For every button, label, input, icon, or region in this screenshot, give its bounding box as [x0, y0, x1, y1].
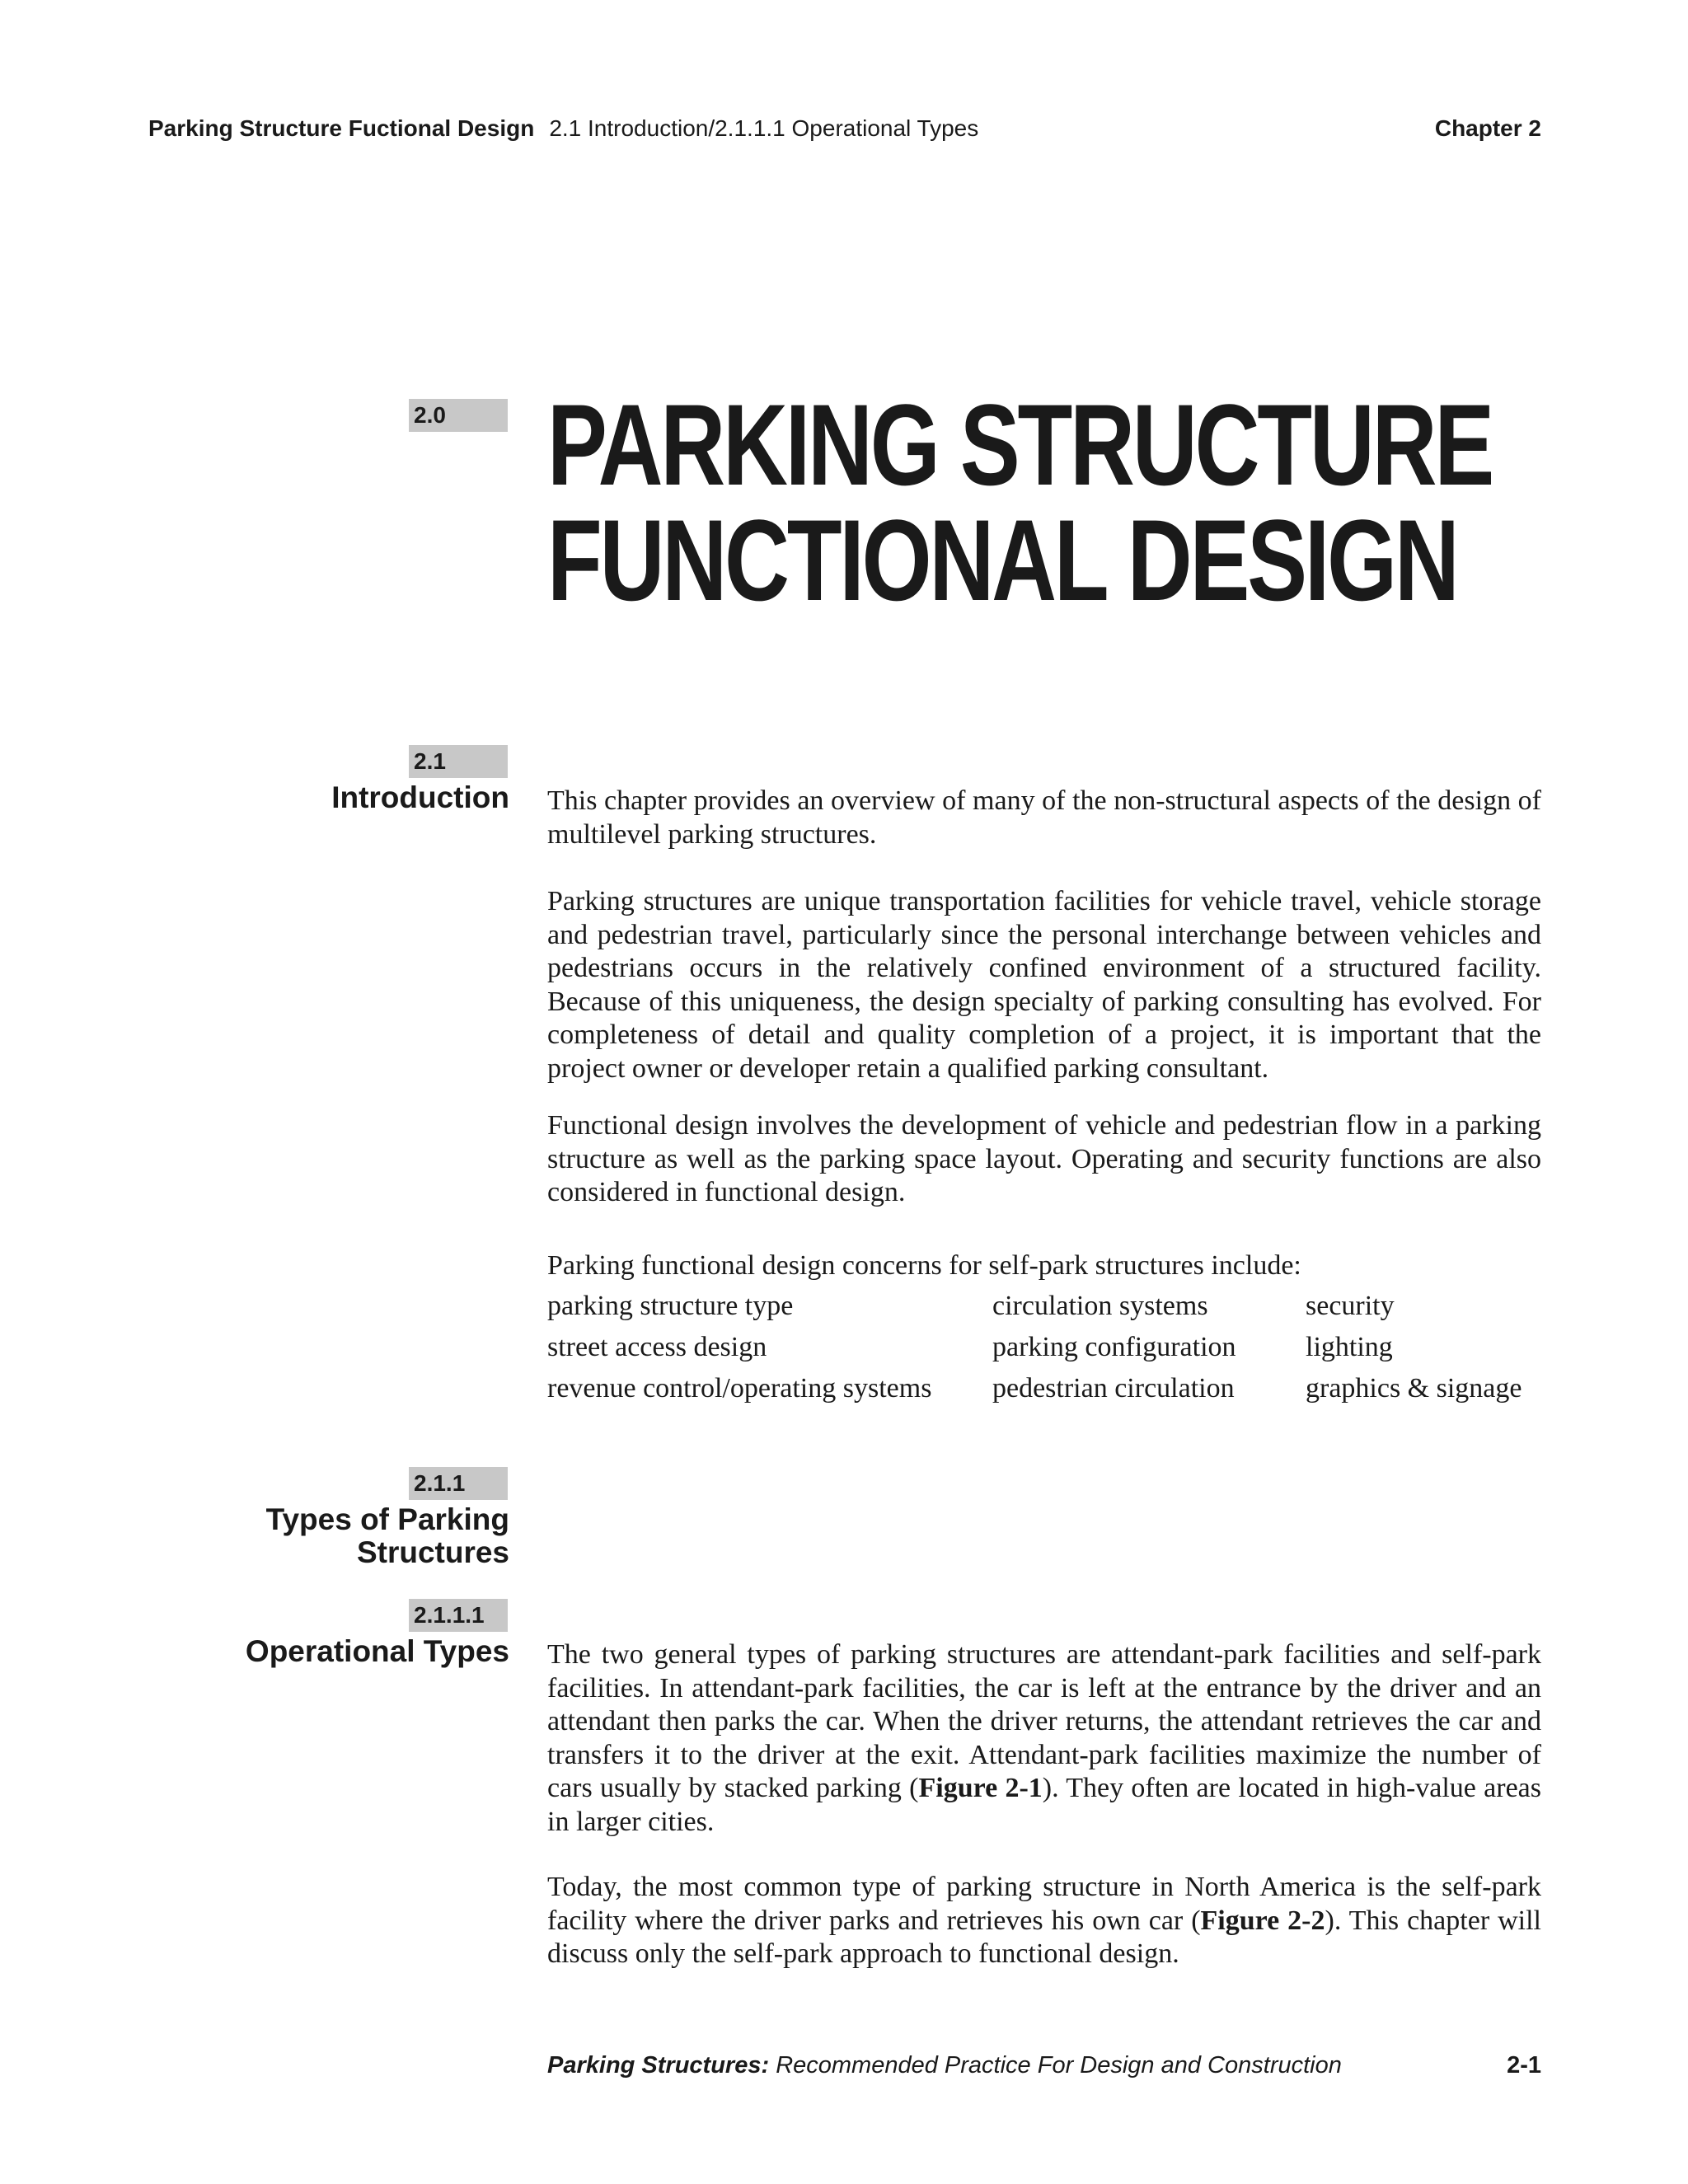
running-header-chapter: Chapter 2: [1434, 115, 1541, 141]
operational-paragraph-2: [547, 1871, 1541, 1971]
concern-item: lighting: [1306, 1332, 1393, 1362]
operational-paragraph-1: [547, 1638, 1541, 1839]
chapter-title-line2: FUNCTIONAL DESIGN: [547, 495, 1457, 625]
footer-book-title: Parking Structures:: [547, 2052, 770, 2079]
concern-item: revenue control/operating systems: [547, 1373, 932, 1404]
operational-paragraph-2-text-b: ). This chapter will discuss only the self-park approach to functional design.: [547, 1905, 1541, 1969]
intro-paragraph-1: This chapter provides an overview of many of the non-structural aspects of the design of multilevel parking structures.: [547, 785, 1541, 850]
chapter-title: [547, 380, 1493, 625]
page-footer: [547, 2047, 1541, 2083]
section-heading-operational: Operational Types: [245, 1634, 509, 1668]
figure-2-2-reference[interactable]: Figure 2-2: [1200, 1905, 1325, 1936]
concern-item: parking structure type: [547, 1291, 794, 1321]
running-header-subtitle: 2.1 Introduction/2.1.1.1 Operational Types: [549, 115, 979, 141]
concern-item: security: [1306, 1291, 1395, 1321]
footer-book-subtitle: Recommended Practice For Design and Construction: [776, 2052, 1342, 2079]
section-heading-types-line1: Types of Parking: [265, 1502, 509, 1536]
figure-2-1-reference[interactable]: Figure 2-1: [918, 1773, 1043, 1803]
running-header: [148, 112, 1541, 145]
operational-paragraph-1-text-b: ). They often are located in high-value areas in larger cities.: [547, 1773, 1541, 1837]
concerns-row: [547, 1368, 1545, 1409]
section-number-operational: 2.1.1.1: [409, 1599, 508, 1632]
section-number-intro: 2.1: [409, 745, 508, 778]
concerns-row: [547, 1327, 1545, 1368]
chapter-title-line1: PARKING STRUCTURE: [547, 380, 1493, 509]
section-number-types: 2.1.1: [409, 1467, 508, 1500]
concerns-intro: Parking functional design concerns for self-park structures include:: [547, 1250, 1301, 1281]
concern-item: pedestrian circulation: [992, 1373, 1235, 1404]
running-header-title: Parking Structure Fuctional Design: [148, 115, 535, 141]
chapter-number: 2.0: [409, 399, 508, 432]
operational-paragraph-2-text-a: Today, the most common type of parking structure in North America is the self-park facility where the driver parks and retrieves his own car (: [547, 1872, 1541, 1936]
concern-item: parking configuration: [992, 1332, 1236, 1362]
concerns-row: [547, 1286, 1545, 1327]
section-heading-types: [162, 1503, 509, 1569]
section-heading-types-line2: Structures: [356, 1535, 509, 1569]
intro-paragraph-3: Functional design involves the development of vehicle and pedestrian flow in a parking structure as well as the parking space layout. Operating and security functions are also considered in functional design.: [547, 1110, 1541, 1207]
concern-item: circulation systems: [992, 1291, 1208, 1321]
concern-item: graphics & signage: [1306, 1373, 1522, 1404]
concerns-list: [547, 1246, 1545, 1409]
operational-paragraph-1-text-a: The two general types of parking structures are attendant-park facilities and self-park facilities. In attendant-park facilities, the car is left at the entrance by the driver and an attendant then parks the car. When the driver returns, the attendant retrieves the car and transfers it to the driver at the exit. Attendant-park facilities maximize the number of cars usually by stacked parking (: [547, 1639, 1541, 1803]
concern-item: street access design: [547, 1332, 767, 1362]
section-heading-intro: Introduction: [331, 780, 509, 814]
page-number: 2-1: [1507, 2052, 1541, 2079]
intro-paragraph-2: Parking structures are unique transportation facilities for vehicle travel, vehicle storage and pedestrian travel, particularly since the personal interchange between vehicles and pedestrians occurs in the relatively confined environment of a structured facility. Because of this uniqueness, the design specialty of parking consulting has evolved. For completeness of detail and quality completion of a project, it is important that the project owner or developer retain a qualified parking consultant.: [547, 886, 1541, 1084]
